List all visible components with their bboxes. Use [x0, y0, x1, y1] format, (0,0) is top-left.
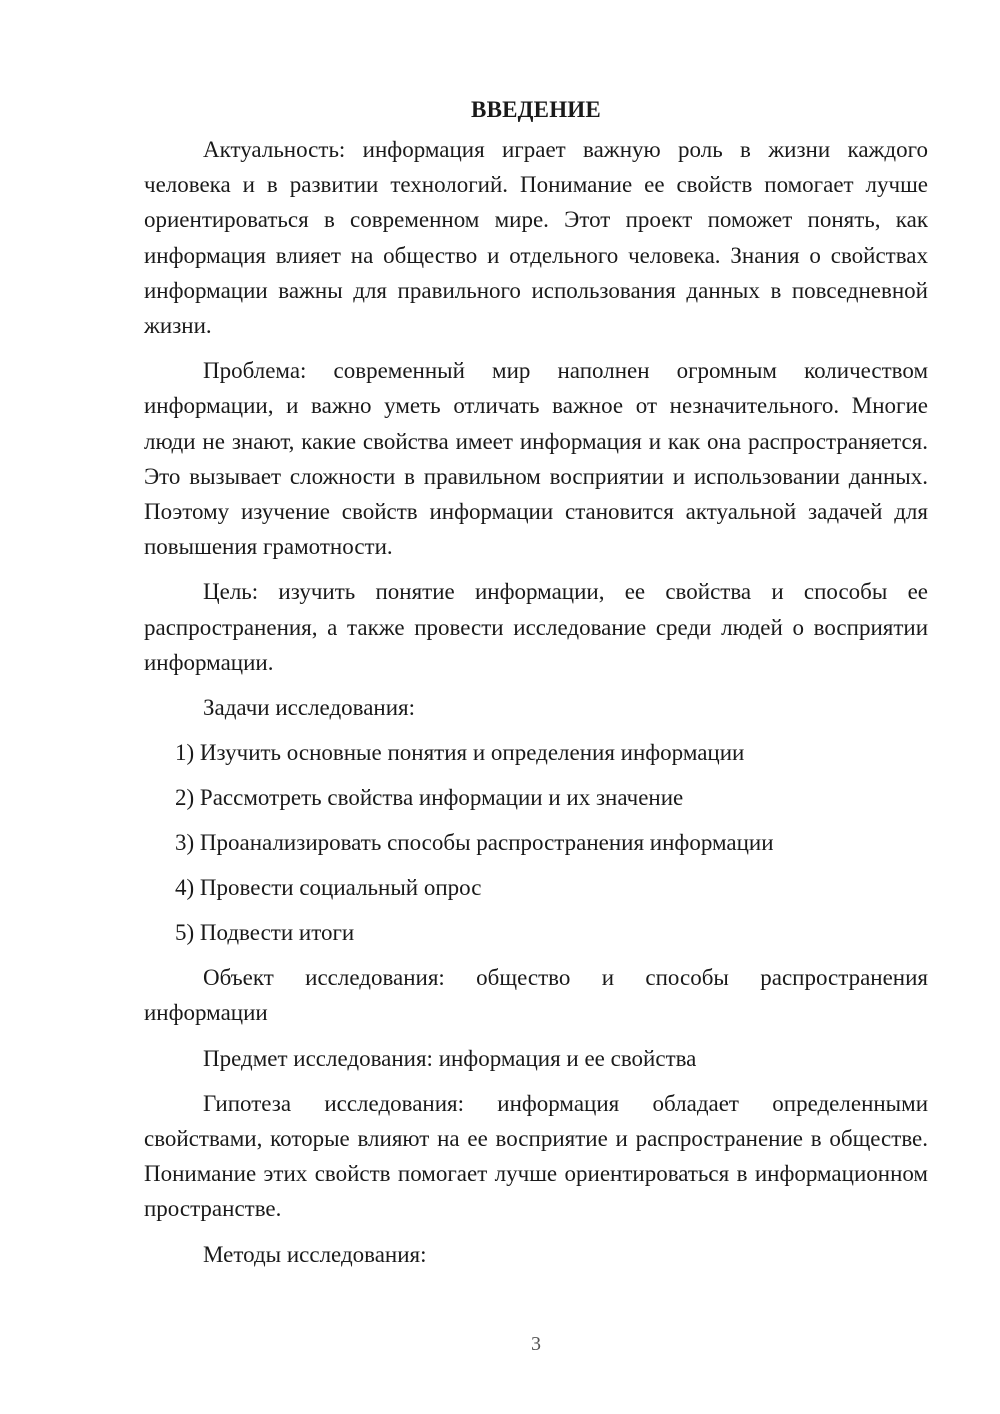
tasks-list [144, 735, 928, 950]
object-paragraph: Объект исследования: общество и способы распространения информации [144, 965, 928, 1026]
list-item: 4) Провести социальный опрос [175, 875, 482, 901]
relevance-paragraph: Актуальность: информация играет важную роль в жизни каждого человека и в развитии технологий. Понимание ее свойств помогает лучше ориентироваться в современном мире. Этот проект поможет понять, как информация влияет на общество и отдельного человека. Знания о свойствах информации важны для правильного использования данных в повседневной жизни. [144, 137, 928, 339]
goal-paragraph: Цель: изучить понятие информации, ее свойства и способы ее распространения, а также провести исследование среди людей о восприятии информации. [144, 579, 928, 675]
list-item: 5) Подвести итоги [175, 920, 355, 946]
document-page [144, 92, 928, 1282]
methods-heading: Методы исследования: [203, 1241, 427, 1267]
problem-paragraph: Проблема: современный мир наполнен огромным количеством информации, и важно уметь отличать важное от незначительного. Многие люди не знают, какие свойства имеет информация и как она распространяется. Это вызывает сложности в правильном восприятии и использовании данных. Поэтому изучение свойств информации становится актуальной задачей для повышения грамотности. [144, 358, 928, 560]
list-item: 1) Изучить основные понятия и определения информации [175, 740, 745, 766]
tasks-heading: Задачи исследования: [203, 695, 416, 721]
subject-paragraph: Предмет исследования: информация и ее свойства [203, 1045, 697, 1071]
list-item: 2) Рассмотреть свойства информации и их значение [175, 785, 684, 811]
page-number: 3 [531, 1333, 541, 1355]
list-item: 3) Проанализировать способы распространения информации [175, 830, 774, 856]
page-title: ВВЕДЕНИЕ [471, 97, 601, 122]
hypothesis-paragraph: Гипотеза исследования: информация обладает определенными свойствами, которые влияют на ее восприятие и распространение в обществе. Понимание этих свойств помогает лучше ориентироваться в информационном пространстве. [144, 1090, 928, 1222]
